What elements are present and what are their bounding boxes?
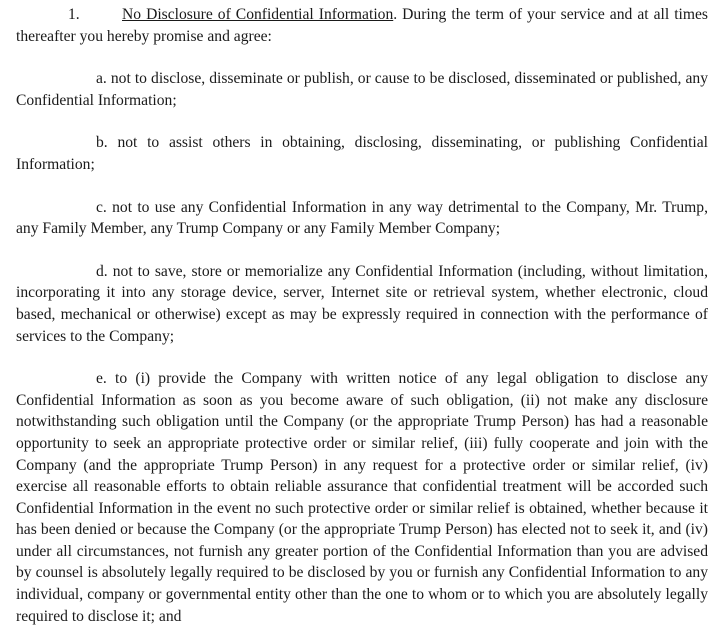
clause-label: d. xyxy=(96,262,108,280)
clause-b xyxy=(16,132,708,175)
section-heading: No Disclosure of Confidential Information xyxy=(122,6,394,23)
section-intro-text: . During the term of your service and at all times thereafter you hereby promise and agree: xyxy=(16,6,708,45)
section-intro xyxy=(16,4,708,47)
clause-label: e. xyxy=(96,370,107,388)
section-number: 1. xyxy=(68,6,80,23)
clause-label: a. xyxy=(96,70,107,88)
clause-d xyxy=(16,261,708,347)
clause-c xyxy=(16,197,708,240)
clause-e xyxy=(16,368,708,627)
clause-label: b. xyxy=(96,134,108,152)
clause-a xyxy=(16,68,708,111)
clause-text: to (i) provide the Company with written notice of any legal obligation to disclose any Confidential Information as soon as you become aware of such obligation, (ii) not make any disclosure notwithstanding such obligation until the Company (or the appropriate Trump Person) has had a reasonable opportunity to seek an appropriate protective order or similar relief, (iii) fully cooperate and join with the Company (and the appropriate Trump Person) in any request for a protective order or similar relief, (iv) exercise all reasonable efforts to obtain reliable assurance that confidential treatment will be accorded such Confidential Information in the event no such protective order or similar relief is obtained, whether because it has been denied or because the Company (or the appropriate Trump Person) has elected not to seek it, and (iv) under all circumstances, not furnish any greater portion of the Confidential Information than you are advised by counsel is absolutely legally required to be disclosed by you or furnish any Confidential Information to any individual, company or governmental entity other than the one to whom or to which you are absolutely legally required to disclose it; and xyxy=(16,370,709,625)
clause-text: not to assist others in obtaining, disclosing, disseminating, or publishing Confidential Information; xyxy=(16,134,709,173)
clause-text: not to save, store or memorialize any Confidential Information (including, without limitation, incorporating it into any storage device, server, Internet site or retrieval system, whether electronic, cloud based, mechanical or otherwise) except as may be expressly required in connection with the performance of services to the Company; xyxy=(16,262,708,345)
clause-text: not to use any Confidential Information in any way detrimental to the Company, Mr. Trump, any Family Member, any Trump Company or any Family Member Company; xyxy=(16,198,708,238)
clause-text: not to disclose, disseminate or publish, or cause to be disclosed, disseminated or published, any Confidential Information; xyxy=(16,70,708,109)
clause-label: c. xyxy=(96,198,107,216)
